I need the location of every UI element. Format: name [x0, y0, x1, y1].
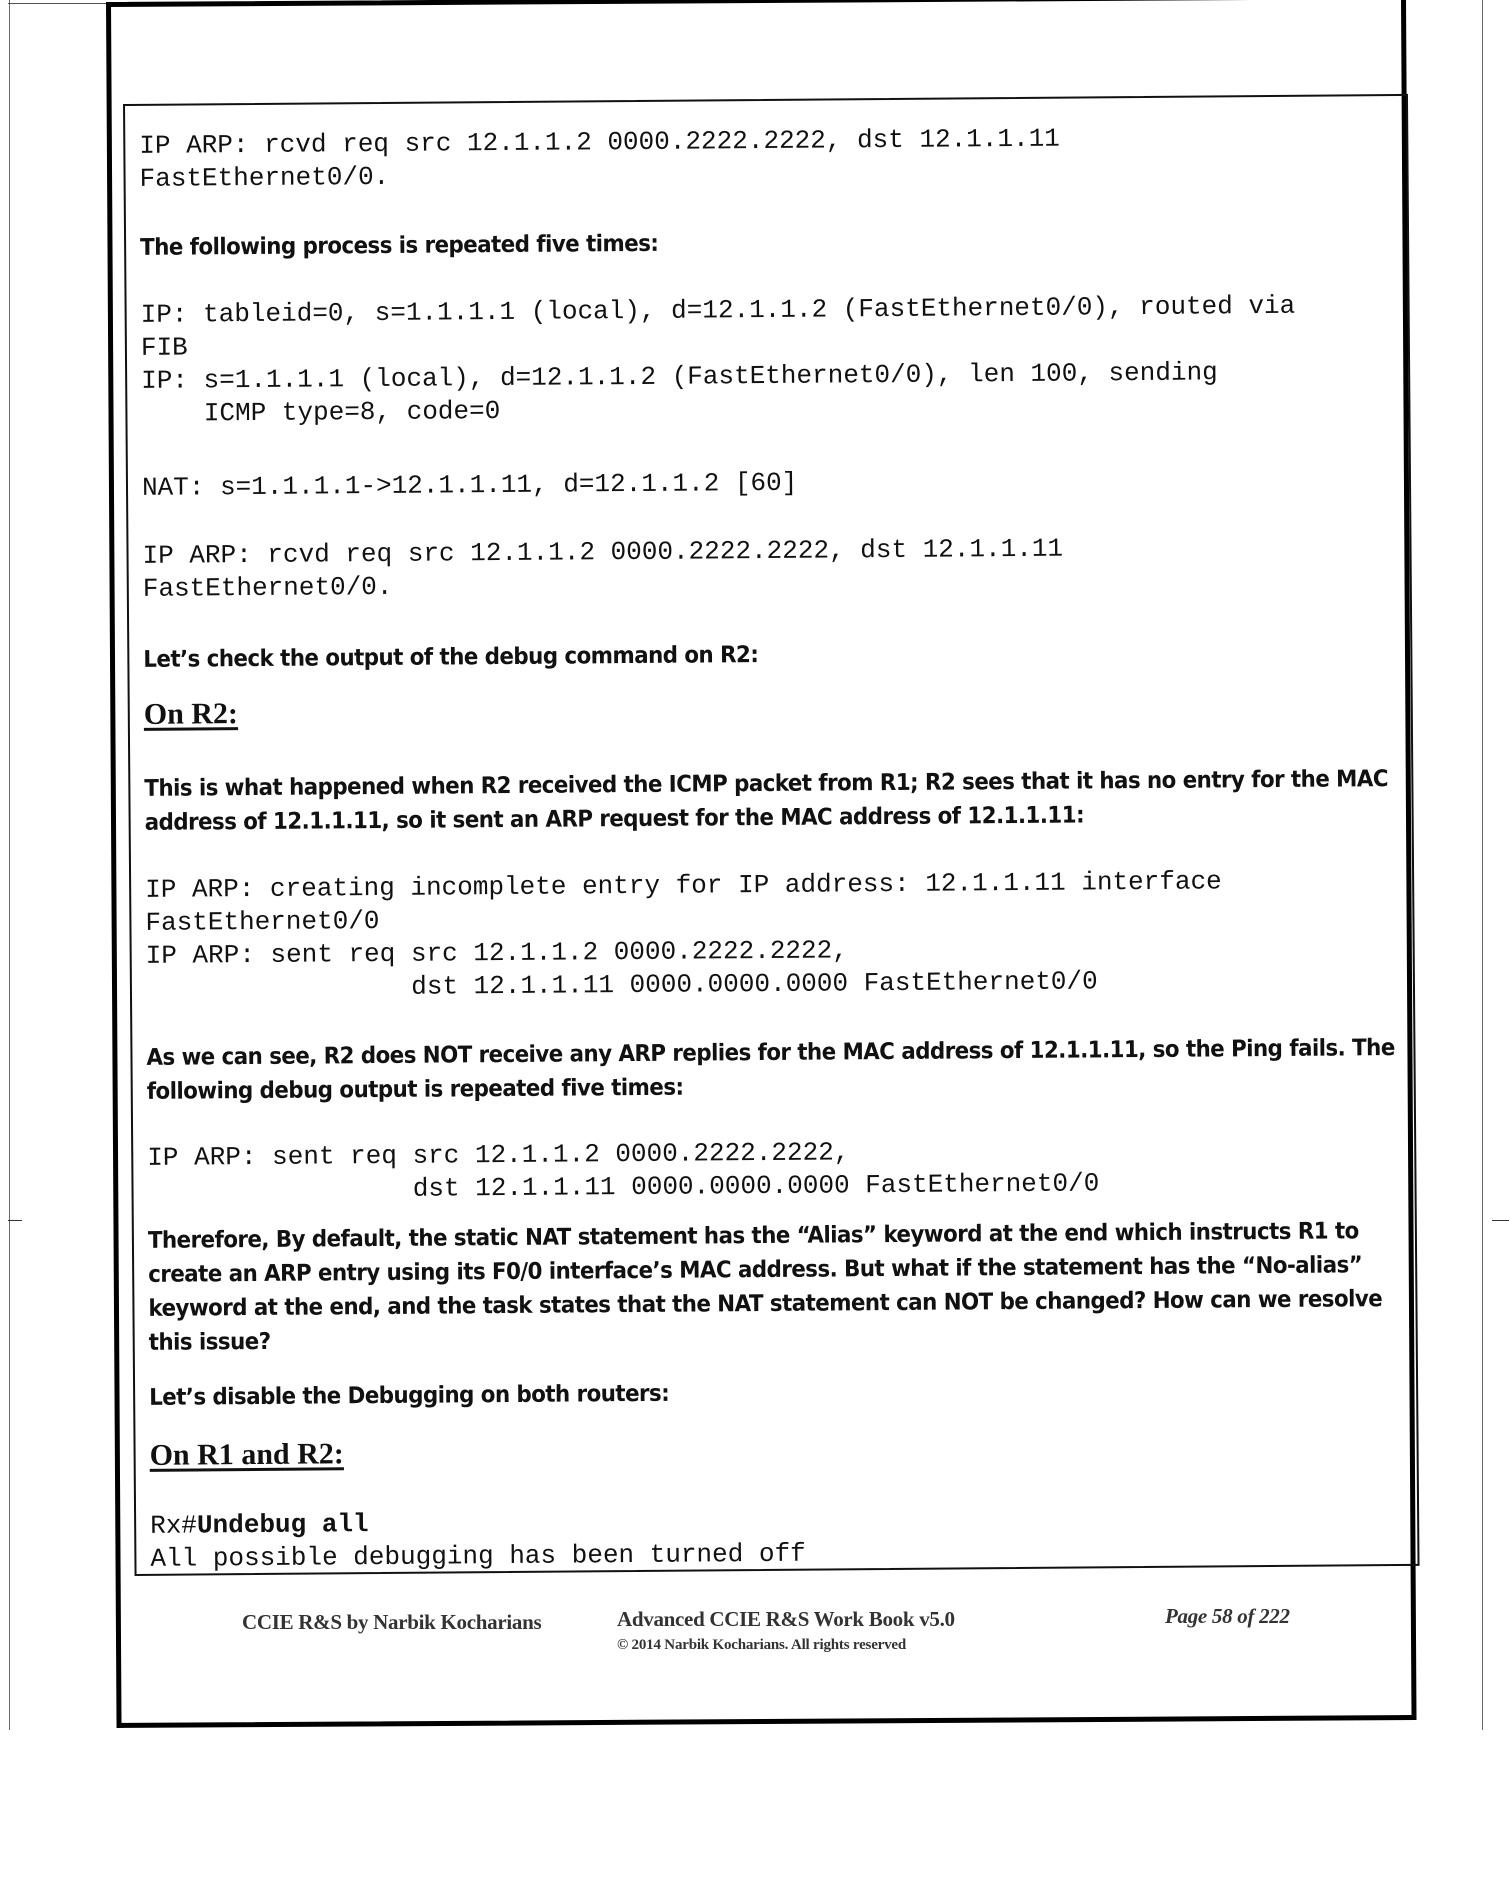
nat-debug-output	[142, 467, 798, 505]
code-line: IP ARP: sent req src 12.1.1.2 0000.2222.2222,	[147, 1137, 850, 1173]
r2-debug-output-2	[147, 1134, 1099, 1207]
scan-edge-right	[1482, 0, 1483, 1730]
code-line: NAT: s=1.1.1.1->12.1.1.11, d=12.1.1.2 [60]	[141, 467, 798, 503]
r1-debug-output-2	[141, 290, 1297, 431]
alias-explanation-text: Therefore, By default, the static NAT statement has the “Alias” keyword at the end which instructs R1 to create an ARP entry using its F0/0 interface’s MAC address. But what if the statement has the “No-alias” keyword at the end, and the task states that the NAT statement can NOT be changed? How can we resolve this issue?	[147, 1218, 1383, 1356]
footer-author: CCIE R&S by Narbik Kocharians	[242, 1610, 542, 1634]
ping-fails-text: As we can see, R2 does NOT receive any ARP replies for the MAC address of 12.1.1.11, so the Ping fails. The following debug output is repeated five times:	[146, 1035, 1395, 1105]
code-line: IP: s=1.1.1.1 (local), d=12.1.1.2 (FastEthernet0/0), len 100, sending	[141, 357, 1218, 396]
check-r2-text: Let’s check the output of the debug command on R2:	[143, 642, 759, 673]
binding-mark-right	[1492, 1220, 1509, 1221]
scan-edge-left	[9, 0, 10, 1730]
r1-debug-output-1	[139, 123, 1060, 196]
disable-debug-text: Let’s disable the Debugging on both routers:	[149, 1380, 670, 1411]
code-line: FastEthernet0/0.	[142, 571, 393, 604]
cli-response: All possible debugging has been turned off	[150, 1538, 806, 1574]
r1-debug-output-3	[142, 533, 1063, 606]
r2-explanation-text: This is what happened when R2 received the ICMP packet from R1; R2 sees that it has no entry for the MAC address of 12.1.1.11, so it sent an ARP request for the MAC address of 12.1.1.11:	[144, 766, 1389, 836]
code-line: IP ARP: rcvd req src 12.1.1.2 0000.2222.2222, dst 12.1.1.11	[142, 533, 1064, 571]
content-box	[123, 94, 1420, 1576]
code-line: IP ARP: sent req src 12.1.1.2 0000.2222.2222,	[145, 935, 848, 971]
code-line: FastEthernet0/0.	[139, 161, 390, 194]
code-line: FIB	[140, 332, 188, 363]
binding-mark-left	[8, 1220, 22, 1221]
cli-command: Undebug all	[196, 1509, 369, 1541]
scan-edge-top	[8, 3, 108, 4]
code-line: FastEthernet0/0	[145, 906, 380, 938]
code-line: IP ARP: creating incomplete entry for IP address: 12.1.1.11 interface	[145, 866, 1222, 905]
code-line: dst 12.1.1.11 0000.0000.0000 FastEthernet0/0	[147, 1168, 1100, 1206]
cli-command-line	[150, 1505, 806, 1543]
r2-debug-output-1	[145, 865, 1223, 1005]
code-line: dst 12.1.1.11 0000.0000.0000 FastEthernet0/0	[145, 966, 1098, 1004]
code-line: IP ARP: rcvd req src 12.1.1.2 0000.2222.2222, dst 12.1.1.11	[139, 123, 1060, 161]
footer-page-number: Page 58 of 222	[1165, 1604, 1290, 1628]
heading-on-r1-and-r2: On R1 and R2:	[149, 1437, 344, 1472]
code-line: ICMP type=8, code=0	[141, 396, 501, 429]
repeat-intro-text: The following process is repeated five times:	[140, 230, 659, 261]
footer-copyright: © 2014 Narbik Kocharians. All rights reserved	[617, 1637, 907, 1653]
code-line: IP: tableid=0, s=1.1.1.1 (local), d=12.1.1.2 (FastEthernet0/0), routed via	[140, 290, 1296, 330]
heading-on-r2: On R2:	[143, 697, 239, 731]
undebug-output	[150, 1505, 806, 1576]
footer-book-title: Advanced CCIE R&S Work Book v5.0	[617, 1607, 955, 1631]
cli-prompt: Rx#	[150, 1510, 198, 1541]
